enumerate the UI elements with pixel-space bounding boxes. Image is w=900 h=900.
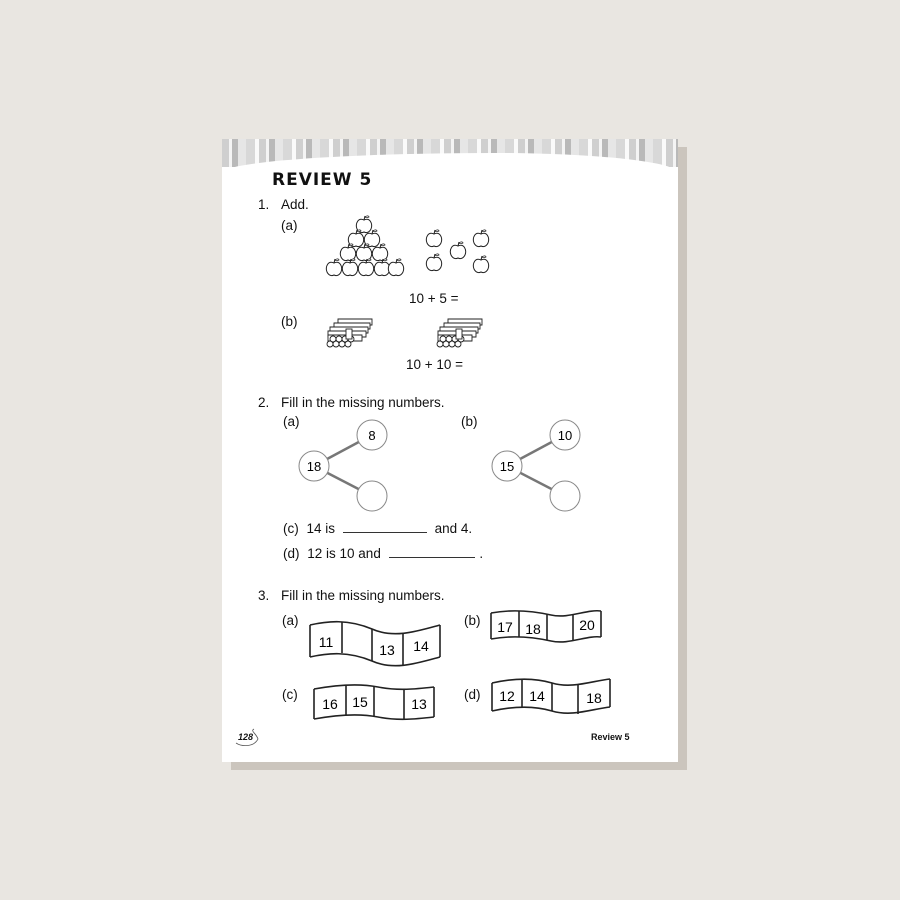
apple-pyramid-ten (324, 215, 404, 285)
q2b-label: (b) (461, 414, 478, 429)
apple-icon (426, 230, 441, 247)
header-band (222, 139, 678, 167)
apple-group-five (422, 227, 492, 275)
apple-icon (374, 259, 389, 276)
q2c-text-before: 14 is (306, 521, 336, 536)
strip-cell: 18 (525, 621, 541, 637)
bond-whole: 15 (499, 459, 515, 474)
strip-cell: 15 (352, 694, 368, 710)
strip-cell: 14 (413, 638, 429, 654)
q2c-text-after: and 4. (434, 521, 473, 536)
strip-cell: 13 (379, 642, 395, 658)
q2c-row (283, 521, 472, 536)
apple-icon (326, 259, 341, 276)
q2d-label: (d) (283, 546, 300, 561)
q2c-label: (c) (283, 521, 299, 536)
apple-icon (473, 256, 488, 273)
q2d-text-before: 12 is 10 and (307, 546, 381, 561)
bond-part: 8 (368, 428, 376, 443)
answer-blank[interactable] (343, 531, 427, 533)
apple-icon (426, 254, 441, 271)
q2a-label: (a) (283, 414, 300, 429)
apple-icon (358, 259, 373, 276)
strip-cell: 14 (529, 688, 545, 704)
strip-cell: 12 (499, 688, 515, 704)
strip-cell: 17 (497, 619, 513, 635)
q1a-equation: 10 + 5 = (409, 291, 459, 306)
strip-cell: 13 (411, 696, 427, 712)
page-title: REVIEW 5 (272, 170, 373, 190)
q2-instruction: Fill in the missing numbers. (281, 395, 445, 410)
answer-circle[interactable] (357, 481, 387, 511)
page-number-swirl-icon (234, 729, 260, 747)
q3-instruction: Fill in the missing numbers. (281, 588, 445, 603)
strip-cell: 18 (586, 690, 602, 706)
strip-cell: 20 (579, 617, 595, 633)
q1b-label: (b) (281, 314, 298, 329)
number-strip-b (489, 609, 603, 649)
q1a-label: (a) (281, 218, 298, 233)
number-strip-d (490, 677, 614, 719)
sticks-bundle-icon (324, 317, 376, 351)
answer-circle[interactable] (550, 481, 580, 511)
number-strip-c (312, 683, 436, 725)
apple-icon (342, 259, 357, 276)
q3b-label: (b) (464, 613, 481, 628)
worksheet-page (222, 139, 678, 762)
apple-icon (388, 259, 403, 276)
sticks-bundle-icon (434, 317, 486, 351)
apple-icon (450, 242, 465, 259)
number-bond-a (292, 415, 402, 515)
q3-number: 3. (258, 588, 270, 603)
bond-whole: 18 (306, 459, 322, 474)
footer-section-label: Review 5 (591, 732, 630, 742)
q3c-label: (c) (282, 687, 298, 702)
q3a-label: (a) (282, 613, 299, 628)
number-strip-a (308, 621, 442, 667)
strip-cell: 11 (318, 634, 334, 650)
q1-number: 1. (258, 197, 270, 212)
answer-blank[interactable] (389, 556, 475, 558)
q3d-label: (d) (464, 687, 481, 702)
q1b-equation: 10 + 10 = (406, 357, 464, 372)
q1-instruction: Add. (281, 197, 309, 212)
strip-cell: 16 (322, 696, 338, 712)
q2d-text-after: . (479, 546, 484, 561)
apple-icon (473, 230, 488, 247)
number-bond-b (485, 415, 595, 515)
q2-number: 2. (258, 395, 270, 410)
page-number: 128 (238, 732, 254, 742)
bond-part: 10 (557, 428, 573, 443)
q2d-row (283, 546, 483, 561)
